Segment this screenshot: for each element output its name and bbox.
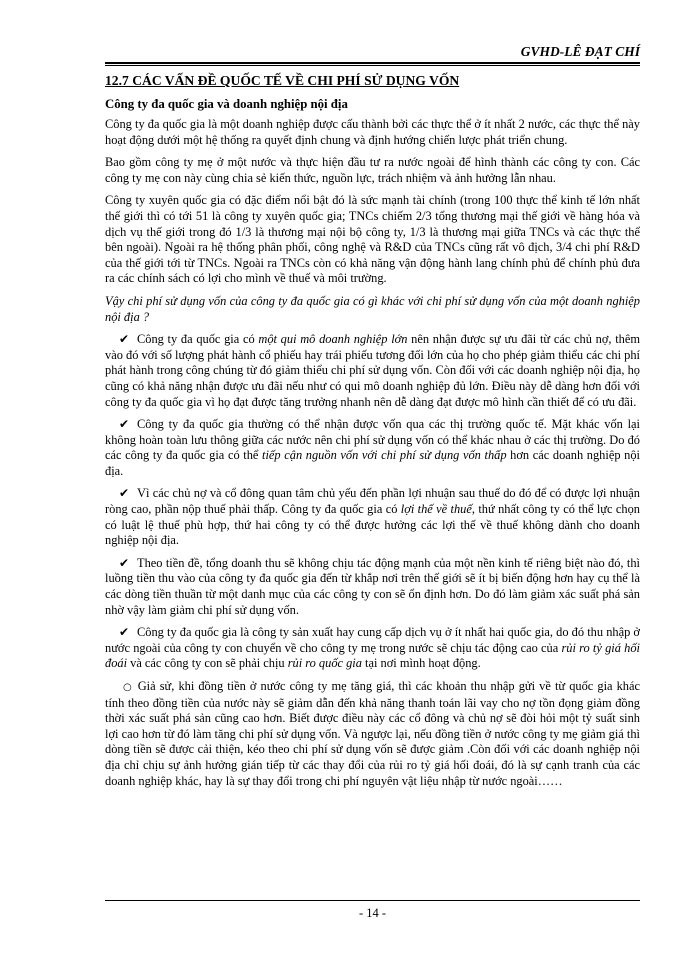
bullet-4-text: Theo tiền đề, tổng doanh thu sẽ không chịu tác động mạnh của một nền kinh tế riêng biệt nào đó, thì luồng tiền thu vào của công ty đa quốc gia đến từ khắp nơi trên thế giới sẽ ít bị biến động hơn hay cụ thể là các dòng tiền thuần từ một danh mục của các công ty con sẽ ổn định hơn. Do đó làm giảm xác suất phá sản nhờ vậy làm giảm chi phí sử dụng vốn. bbox=[105, 555, 640, 617]
bullet-paragraph-5 bbox=[105, 625, 640, 672]
bullet-paragraph-4 bbox=[105, 556, 640, 618]
question-paragraph: Vậy chi phí sử dụng vốn của công ty đa quốc gia có gì khác với chi phí sử dụng vốn của một doanh nghiệp nội địa ? bbox=[105, 293, 640, 324]
footer-rule bbox=[105, 900, 640, 901]
bullet-1-text: Công ty đa quốc gia có bbox=[137, 332, 259, 347]
bullet-2-text-end: hơn các doanh nghiệp nội địa. bbox=[105, 448, 640, 478]
check-icon: ✔ bbox=[119, 555, 130, 570]
bullet-3-emphasis: lợi thế về thuế bbox=[400, 502, 472, 517]
intro-paragraph-1: Công ty đa quốc gia là một doanh nghiệp được cấu thành bởi các thực thể ở ít nhất 2 nước, các thực thể này hoạt động dưới một hệ thống ra quyết định chung và định hướng chiến lược phát triển chung. bbox=[105, 117, 640, 147]
header-rule-thin bbox=[105, 65, 640, 66]
bullet-3-text: Vì các chủ nợ và cổ đông quan tâm chủ yếu đến phần lợi nhuận sau thuế do đó để có được lợi nhuận ròng cao, phần nộp thuế phải thấp. Công ty đa quốc gia có bbox=[105, 486, 640, 517]
bullet-5-emphasis-1: rủi ro tỷ giá hối đoái bbox=[105, 640, 640, 671]
page-number: - 14 - bbox=[358, 906, 387, 920]
bullet-5-emphasis-2: rủi ro quốc gia bbox=[287, 656, 362, 671]
bullet-2-text: Công ty đa quốc gia thường có thể nhận được vốn qua các thị trường quốc tế. Mặt khác vốn lại không hoàn toàn lưu thông giữa các nước nên chi phí sử dụng vốn có thể khác nhau ở các thị trường. Do đó các công ty đa quốc gia có thể bbox=[105, 417, 640, 463]
check-icon: ✔ bbox=[119, 417, 130, 432]
page-content bbox=[105, 72, 640, 796]
intro-paragraph-2: Bao gồm công ty mẹ ở một nước và thực hiện đầu tư ra nước ngoài để hình thành các công ty con. Các công ty mẹ con này cùng chia sẻ kiến thức, nguồn lực, trách nhiệm và ảnh hưởng lẫn nhau. bbox=[105, 155, 640, 185]
section-title: 12.7 CÁC VẤN ĐỀ QUỐC TẾ VỀ CHI PHÍ SỬ DỤNG VỐN bbox=[105, 73, 460, 88]
bullet-paragraph-3 bbox=[105, 486, 640, 548]
check-icon: ✔ bbox=[119, 332, 130, 347]
bullet-1-emphasis: một qui mô doanh nghiệp lớn bbox=[258, 332, 408, 347]
section-subtitle: Công ty đa quốc gia và doanh nghiệp nội địa bbox=[105, 97, 348, 111]
bullet-paragraph-1 bbox=[105, 332, 640, 410]
bullet-5-text-mid: và các công ty con sẽ phải chịu bbox=[127, 656, 288, 671]
circle-bullet-icon: ○ bbox=[123, 682, 132, 693]
bullet-5-text: Công ty đa quốc gia là công ty sản xuất hay cung cấp dịch vụ ở ít nhất hai quốc gia, do đó thu nhập ở nước ngoài của công ty con chuyển về cho công ty mẹ trong nước sẽ chịu tác động cao của bbox=[105, 625, 640, 655]
bullet-3-text-end: , thứ nhất công ty có thể lực chọn có luật lệ thuế phù hợp, thứ hai công ty có thể được hưởng các lợi thế về thuế không dành cho doanh nghiệp nội địa. bbox=[105, 502, 640, 548]
header-title: GVHD-LÊ ĐẠT CHÍ bbox=[520, 44, 640, 59]
intro-paragraph-3: Công ty xuyên quốc gia có đặc điểm nổi bật đó là sức mạnh tài chính (trong 100 thực thể kinh tế lớn nhất thế giới thì có tới 51 là công ty xuyên quốc gia; TNCs chiếm 2/3 tổng thương mại thế giới về hàng hóa và dịch vụ thế giới trong đó 1/3 là thương mại nội bộ công ty, 1/3 là thương mại giữa TNCs và các thực thể bên ngoài). Ngoài ra hệ thống phân phối, công nghệ và R&D của TNCs cũng rất vô địch, 3/4 chi phí R&D của thế giới tới từ TNCs. Ngoài ra TNCs còn có khả năng vận động hành lang chính phủ để chính phủ đưa ra các chính sách có lợi cho mình về thuế và môi trường. bbox=[105, 193, 640, 286]
bullet-paragraph-6 bbox=[105, 679, 640, 789]
header-rule bbox=[105, 62, 640, 64]
check-icon: ✔ bbox=[119, 486, 130, 501]
bullet-2-emphasis: tiếp cận nguồn vốn với chi phí sử dụng vốn thấp bbox=[262, 448, 507, 463]
bullet-1-text-end: nên nhận được sự ưu đãi từ các chủ nợ, thêm vào đó với số lượng phát hành cổ phiếu hay trái phiếu tương đối lớn của họ cho phép giảm thiểu các chi phí phát hành trong công chúng từ đó giảm thiểu chi phí sử dụng vốn. Còn đối với các doanh nghiệp nội địa, họ cũng có khả năng nhận được ưu đãi nếu như có qui mô doanh nghiệp đủ lớn. Điều này dễ dàng hơn đối với công ty đa quốc gia vì họ đạt được tăng trưởng nhanh nên dễ dàng đạt được mô hình cần thiết để có ưu đãi. bbox=[105, 332, 640, 409]
bullet-paragraph-2 bbox=[105, 417, 640, 479]
check-icon: ✔ bbox=[119, 625, 130, 640]
bullet-6-text: Giả sử, khi đồng tiền ở nước công ty mẹ tăng giá, thì các khoản thu nhập gửi về từ quốc gia khác tính theo đồng tiền của nước này sẽ giảm dẫn đến khả năng thanh toán lãi vay cho nợ tồn đọng giảm đồng thời xác suất phá sản cũng cao hơn. Biết được điều này các cổ đông và chủ nợ sẽ đòi hỏi một tỷ suất sinh lợi cao hơn từ đó làm tăng chi phí sử dụng vốn. Và ngược lại, nếu đồng tiền ở nước công ty mẹ giảm giá thì dòng tiền sẽ được cải thiện, kéo theo chi phí sử dụng vốn sẽ được giảm .Còn đối với các doanh nghiệp nội địa chỉ chịu sự ảnh hưởng gián tiếp từ các thay đổi của rủi ro tỷ giá hối đoái, đó là sự cạnh tranh của các doanh nghiệp khác, hay là sự thay đổi trong chi phí nguyên vật liệu nhập từ nước ngoài…… bbox=[105, 679, 640, 788]
bullet-5-text-end: tại nơi mình hoạt động. bbox=[361, 656, 481, 671]
